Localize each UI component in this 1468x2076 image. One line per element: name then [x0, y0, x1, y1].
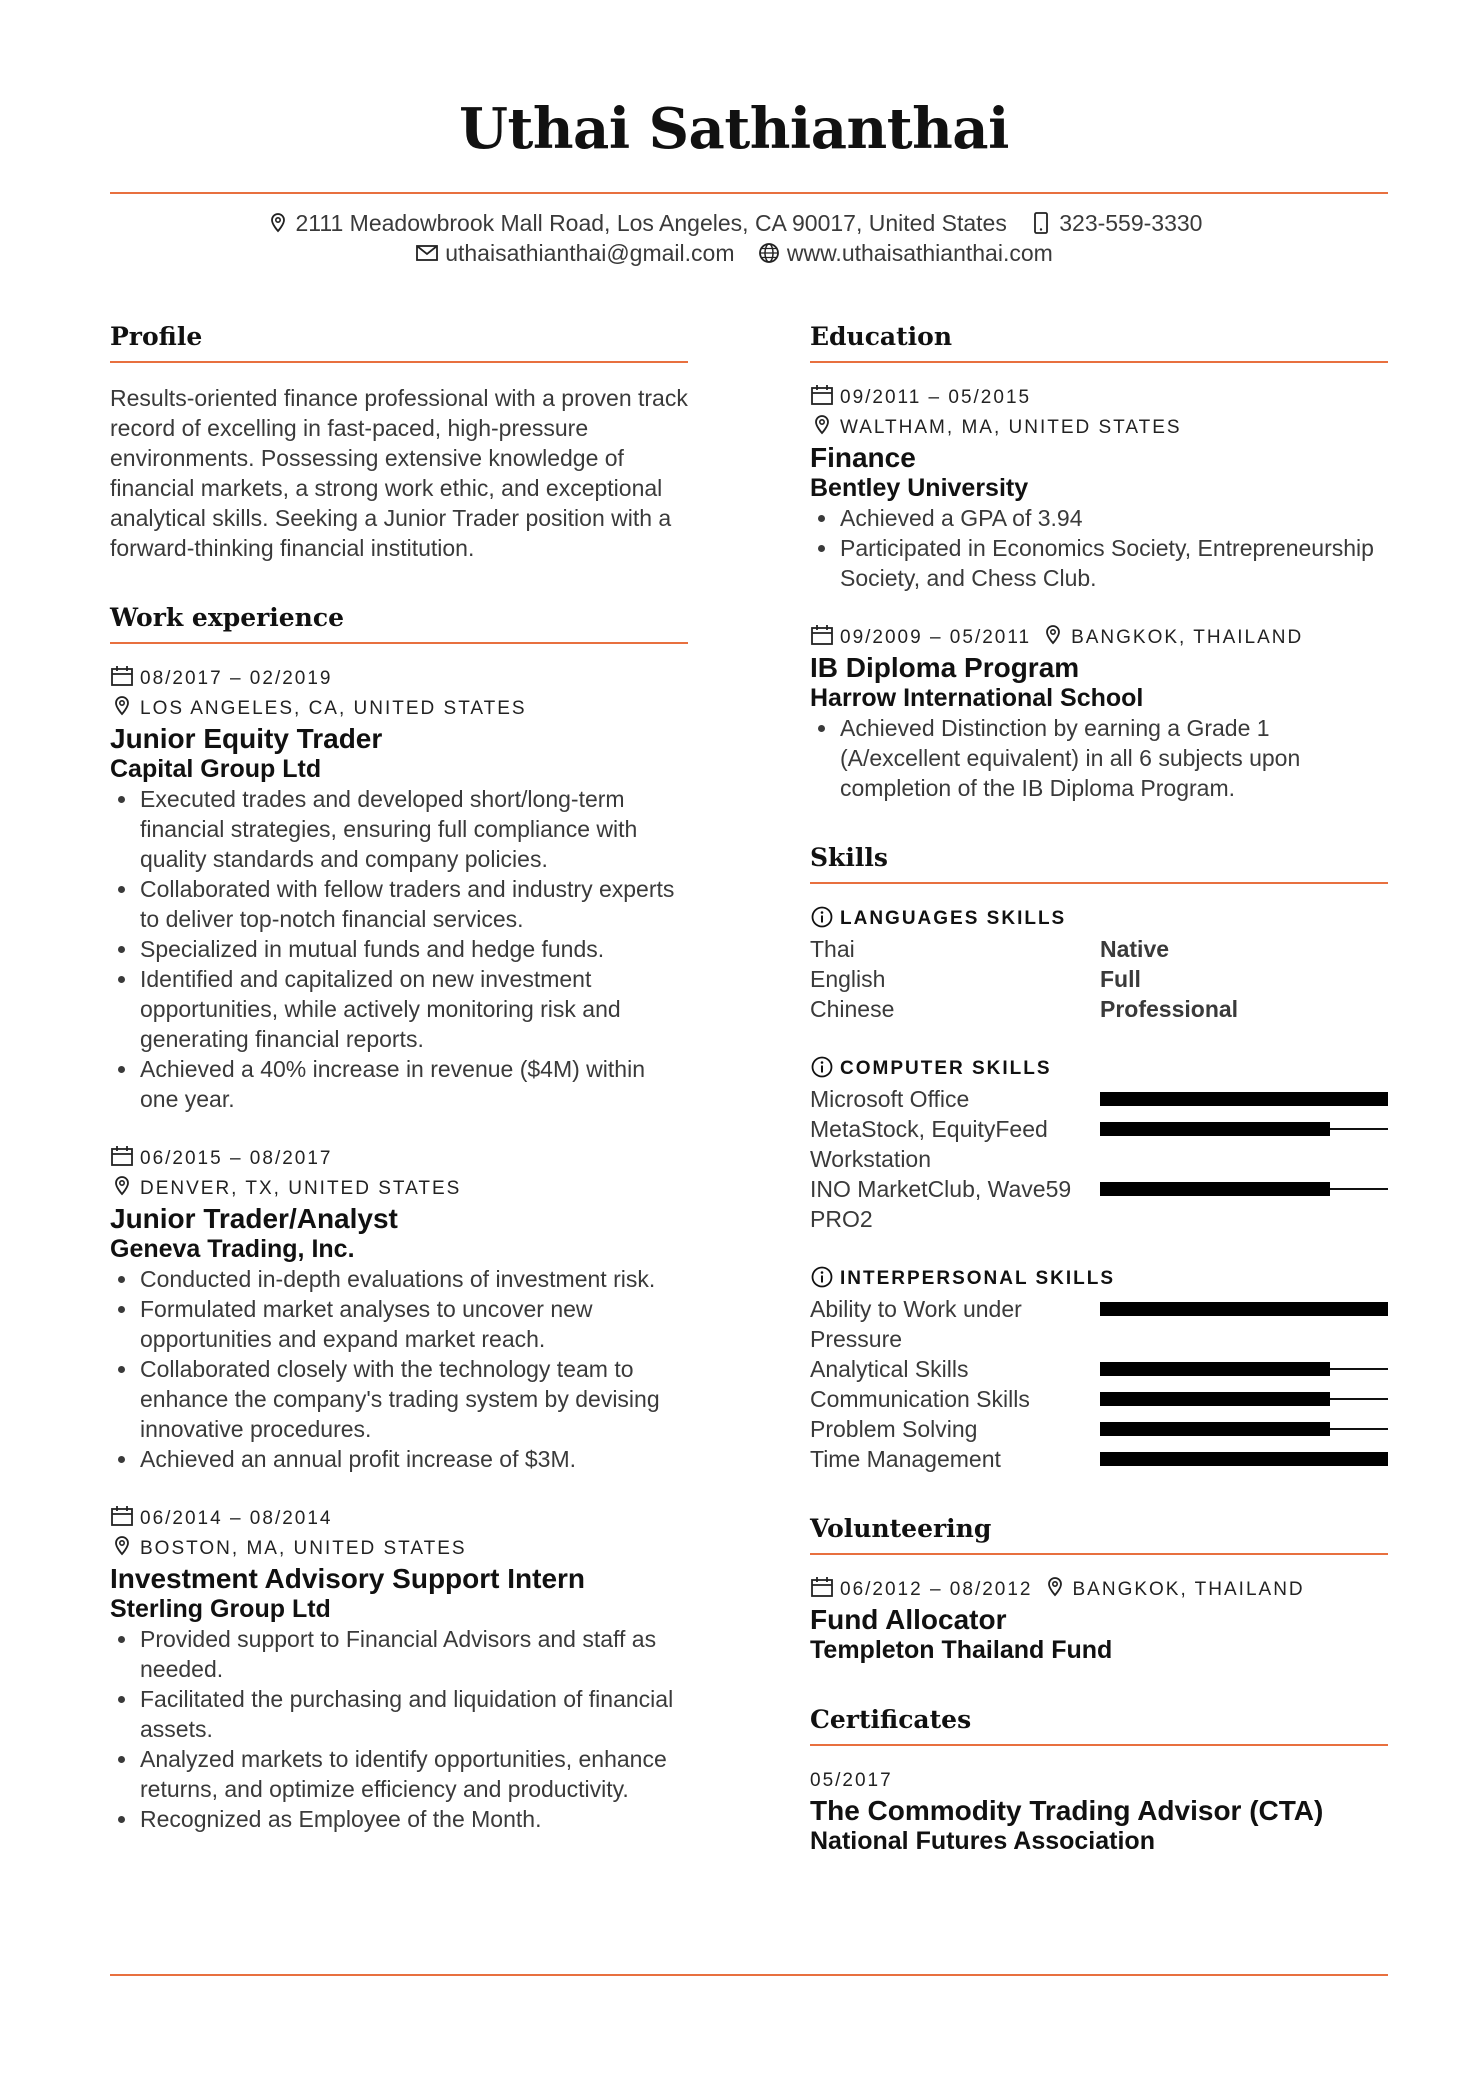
- info-icon: [810, 1265, 834, 1289]
- calendar-icon: [810, 624, 834, 646]
- education-heading: Education: [810, 322, 1388, 363]
- calendar-icon: [110, 1505, 134, 1527]
- certificates-heading: Certificates: [810, 1705, 1388, 1746]
- language-level: Native: [1100, 936, 1170, 962]
- bullet-item: Specialized in mutual funds and hedge funds.: [140, 934, 688, 964]
- calendar-icon: [110, 665, 134, 687]
- entry-dates: 06/2014 – 08/2014: [140, 1508, 333, 1529]
- interpersonal-skills-list: [810, 1294, 1388, 1474]
- bullet-item: Achieved a GPA of 3.94: [840, 503, 1388, 533]
- language-row: [810, 964, 1388, 994]
- entry-location-row: [110, 1174, 688, 1204]
- skill-level-bar: [1100, 1084, 1388, 1114]
- profile-section: [110, 322, 688, 563]
- bullet-item: Recognized as Employee of the Month.: [140, 1804, 688, 1834]
- entry-organization: Sterling Group Ltd: [110, 1595, 331, 1623]
- interpersonal-skills-label: INTERPERSONAL SKILLS: [840, 1268, 1116, 1289]
- computer-skills-list: [810, 1084, 1388, 1234]
- skills-section: [810, 843, 1388, 1474]
- language-row: [810, 994, 1388, 1024]
- website-text: www.uthaisathianthai.com: [786, 240, 1053, 266]
- entry: [110, 664, 688, 1114]
- entry: [810, 383, 1388, 593]
- work-heading: Work experience: [110, 603, 688, 644]
- entry-title: Finance: [810, 442, 916, 473]
- entry-title: Junior Equity Trader: [110, 723, 383, 754]
- skill-level-fill: [1100, 1122, 1330, 1136]
- certificate-date: 05/2017: [810, 1770, 893, 1791]
- skill-name: Time Management: [810, 1446, 1001, 1472]
- skill-level-fill: [1100, 1392, 1330, 1406]
- language-level: Professional: [1100, 996, 1239, 1022]
- skill-row: [810, 1294, 1388, 1354]
- entry-title: Investment Advisory Support Intern: [110, 1563, 586, 1594]
- entry-location: LOS ANGELES, CA, UNITED STATES: [140, 698, 527, 719]
- skill-row: [810, 1354, 1388, 1384]
- right-column: [810, 322, 1388, 1896]
- bullet-item: Identified and capitalized on new investment opportunities, while actively monitoring risk and generating financial reports.: [140, 964, 688, 1054]
- location-pin-icon: [1043, 1576, 1067, 1598]
- address-item: [266, 208, 1007, 238]
- bullet-item: Formulated market analyses to uncover new opportunities and expand market reach.: [140, 1294, 688, 1354]
- entry-bullets: [810, 503, 1388, 593]
- location-pin-icon: [110, 695, 134, 717]
- location-pin-icon: [810, 414, 834, 436]
- interpersonal-skills-heading: [810, 1264, 1388, 1294]
- skill-name: Analytical Skills: [810, 1356, 969, 1382]
- website-item[interactable]: [757, 238, 1053, 268]
- education-list: [810, 383, 1388, 803]
- skill-name: INO MarketClub, Wave59 PRO2: [810, 1176, 1072, 1232]
- computer-skills-group: [810, 1054, 1388, 1234]
- entry: [110, 1144, 688, 1474]
- left-column: [110, 322, 688, 1874]
- entry-organization: Harrow International School: [810, 684, 1144, 712]
- language-name: Thai: [810, 936, 855, 962]
- profile-text: Results-oriented finance professional with a proven track record of excelling in fast-paced, high-pressure environments. Possessing extensive knowledge of financial markets, a strong work ethic, and exceptional analytical skills. Seeking a Junior Trader position with a forward-thinking financial institution.: [110, 385, 688, 561]
- bullet-item: Analyzed markets to identify opportunities, enhance returns, and optimize efficiency and productivity.: [140, 1744, 688, 1804]
- languages-skills-group: [810, 904, 1388, 1024]
- skill-row: [810, 1174, 1388, 1234]
- volunteering-dates: 06/2012 – 08/2012: [840, 1579, 1033, 1600]
- entry: [110, 1504, 688, 1834]
- skill-row: [810, 1444, 1388, 1474]
- location-pin-icon: [1041, 624, 1065, 646]
- languages-skills-label: LANGUAGES SKILLS: [840, 908, 1067, 929]
- phone-item: [1029, 208, 1202, 238]
- skill-level-fill: [1100, 1182, 1330, 1196]
- globe-icon: [757, 242, 781, 264]
- certificate-name: The Commodity Trading Advisor (CTA): [810, 1795, 1324, 1826]
- entry-title: IB Diploma Program: [810, 652, 1080, 683]
- calendar-icon: [110, 1145, 134, 1167]
- skill-row: [810, 1384, 1388, 1414]
- skill-name: Microsoft Office: [810, 1086, 970, 1112]
- skill-name: MetaStock, EquityFeed Workstation: [810, 1116, 1048, 1172]
- location-pin-icon: [110, 1175, 134, 1197]
- bullet-item: Conducted in-depth evaluations of investment risk.: [140, 1264, 688, 1294]
- bullet-item: Collaborated with fellow traders and industry experts to deliver top-notch financial services.: [140, 874, 688, 934]
- entry-location-row: [110, 1534, 688, 1564]
- languages-list: [810, 934, 1388, 1024]
- skill-row: [810, 1084, 1388, 1114]
- volunteering-org: Templeton Thailand Fund: [810, 1636, 1113, 1664]
- entry-dates-row: [110, 1144, 688, 1174]
- skill-level-bar: [1100, 1294, 1388, 1324]
- skill-level-bar: [1100, 1444, 1388, 1474]
- calendar-icon: [810, 384, 834, 406]
- info-icon: [810, 1055, 834, 1079]
- skill-level-bar: [1100, 1174, 1388, 1204]
- location-pin-icon: [110, 1535, 134, 1557]
- calendar-icon: [810, 1576, 834, 1598]
- skill-row: [810, 1414, 1388, 1444]
- interpersonal-skills-group: [810, 1264, 1388, 1474]
- skill-name: Ability to Work under Pressure: [810, 1296, 1022, 1352]
- bullet-item: Collaborated closely with the technology team to enhance the company's trading system by devising innovative procedures.: [140, 1354, 688, 1444]
- skill-level-fill: [1100, 1362, 1330, 1376]
- certificate-issuer: National Futures Association: [810, 1827, 1155, 1855]
- entry-organization: Bentley University: [810, 474, 1029, 502]
- computer-skills-heading: [810, 1054, 1388, 1084]
- language-name: English: [810, 966, 886, 992]
- skill-level-bar: [1100, 1354, 1388, 1384]
- certificates-section: [810, 1705, 1388, 1856]
- job-list: [110, 664, 688, 1834]
- bullet-item: Executed trades and developed short/long-term financial strategies, ensuring full compliance with quality standards and company policies.: [140, 784, 688, 874]
- bullet-item: Achieved Distinction by earning a Grade 1 (A/excellent equivalent) in all 6 subjects upon completion of the IB Diploma Program.: [840, 713, 1388, 803]
- bullet-item: Participated in Economics Society, Entrepreneurship Society, and Chess Club.: [840, 533, 1388, 593]
- work-section: [110, 603, 688, 1834]
- skills-heading: Skills: [810, 843, 1388, 884]
- skill-level-bar: [1100, 1114, 1388, 1144]
- entry-title: Junior Trader/Analyst: [110, 1203, 398, 1234]
- volunteering-meta: [810, 1575, 1388, 1605]
- skill-level-bar: [1100, 1384, 1388, 1414]
- entry-dates: 09/2009 – 05/2011: [840, 627, 1032, 648]
- header-divider: [110, 192, 1388, 194]
- footer-divider: [110, 1974, 1388, 1976]
- envelope-icon: [415, 242, 439, 264]
- entry-location-row: [810, 413, 1388, 443]
- bullet-item: Facilitated the purchasing and liquidation of financial assets.: [140, 1684, 688, 1744]
- address-text: 2111 Meadowbrook Mall Road, Los Angeles, CA 90017, United States: [295, 210, 1007, 236]
- mobile-phone-icon: [1029, 212, 1053, 234]
- language-level: Full: [1100, 966, 1141, 992]
- entry-location-row: [110, 694, 688, 724]
- phone-text: 323-559-3330: [1059, 210, 1203, 236]
- entry-bullets: [110, 1264, 688, 1474]
- bullet-item: Achieved an annual profit increase of $3M.: [140, 1444, 688, 1474]
- skill-level-fill: [1100, 1092, 1388, 1106]
- entry-dates: 09/2011 – 05/2015: [840, 387, 1032, 408]
- volunteering-section: [810, 1514, 1388, 1665]
- contact-line-1: [0, 208, 1468, 238]
- entry-location: BOSTON, MA, UNITED STATES: [140, 1538, 467, 1559]
- entry-dates: 06/2015 – 08/2017: [140, 1148, 333, 1169]
- volunteering-location: BANGKOK, THAILAND: [1072, 1579, 1305, 1600]
- skill-level-fill: [1100, 1452, 1388, 1466]
- entry-dates-row: [110, 1504, 688, 1534]
- entry-dates: 08/2017 – 02/2019: [140, 668, 333, 689]
- education-section: [810, 322, 1388, 803]
- info-icon: [810, 905, 834, 929]
- skill-row: [810, 1114, 1388, 1174]
- skill-name: Communication Skills: [810, 1386, 1030, 1412]
- entry-bullets: [810, 713, 1388, 803]
- contact-line-2: [0, 238, 1468, 268]
- entry-dates-row: [110, 664, 688, 694]
- skill-name: Problem Solving: [810, 1416, 978, 1442]
- entry-dates-row: [810, 383, 1388, 413]
- bullet-item: Provided support to Financial Advisors and staff as needed.: [140, 1624, 688, 1684]
- languages-skills-heading: [810, 904, 1388, 934]
- email-item[interactable]: [415, 238, 734, 268]
- language-row: [810, 934, 1388, 964]
- computer-skills-label: COMPUTER SKILLS: [840, 1058, 1052, 1079]
- entry-organization: Capital Group Ltd: [110, 755, 322, 783]
- email-text: uthaisathianthai@gmail.com: [445, 240, 735, 266]
- skill-level-fill: [1100, 1422, 1330, 1436]
- entry-bullets: [110, 1624, 688, 1834]
- language-name: Chinese: [810, 996, 895, 1022]
- entry-organization: Geneva Trading, Inc.: [110, 1235, 355, 1263]
- skill-level-bar: [1100, 1414, 1388, 1444]
- entry-meta: [810, 623, 1388, 653]
- entry: [810, 623, 1388, 803]
- skill-level-fill: [1100, 1302, 1388, 1316]
- entry-location: WALTHAM, MA, UNITED STATES: [840, 417, 1182, 438]
- location-pin-icon: [266, 212, 290, 234]
- candidate-name: Uthai Sathianthai: [459, 96, 1009, 162]
- bullet-item: Achieved a 40% increase in revenue ($4M) within one year.: [140, 1054, 688, 1114]
- entry-location: BANGKOK, THAILAND: [1071, 627, 1304, 648]
- profile-heading: Profile: [110, 322, 688, 363]
- volunteering-role: Fund Allocator: [810, 1604, 1007, 1635]
- entry-bullets: [110, 784, 688, 1114]
- volunteering-heading: Volunteering: [810, 1514, 1388, 1555]
- entry-location: DENVER, TX, UNITED STATES: [140, 1178, 462, 1199]
